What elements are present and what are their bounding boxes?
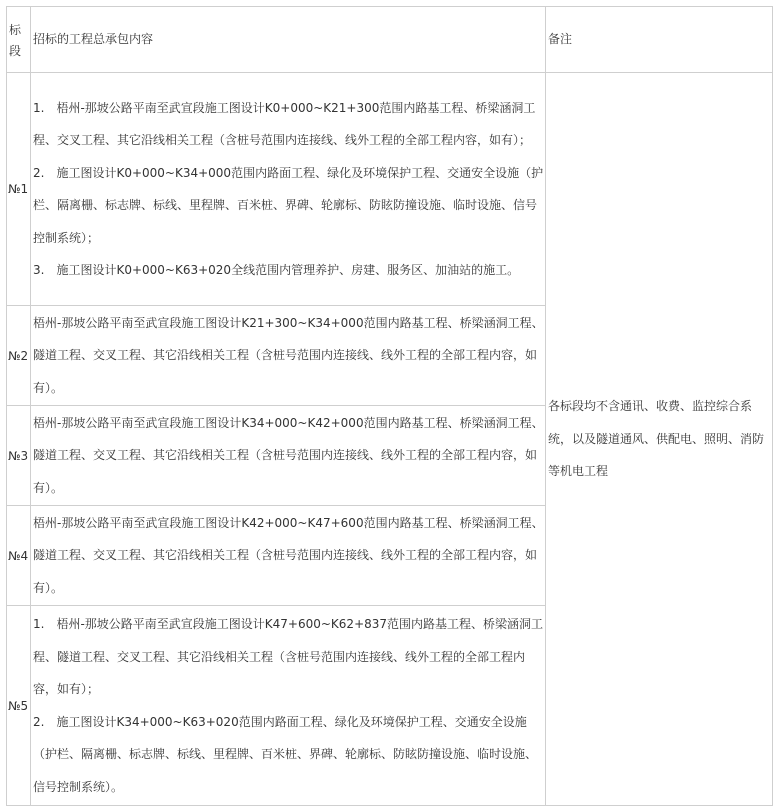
segment-label: №5 bbox=[8, 698, 29, 713]
content-cell bbox=[31, 406, 546, 506]
content-cell bbox=[31, 506, 546, 606]
content-item: 3. 施工图设计K0+000~K63+020全线范围内管理养护、房建、服务区、加油站的施工。 bbox=[33, 263, 520, 277]
content-cell bbox=[31, 606, 546, 806]
segment-cell bbox=[7, 73, 31, 306]
table-header-row bbox=[7, 7, 773, 73]
content-item: 1. 梧州-那坡公路平南至武宣段施工图设计K0+000~K21+300范围内路基工程、桥梁涵洞工程、交叉工程、其它沿线相关工程（含桩号范围内连接线、线外工程的全部工程内容，如有）； bbox=[33, 100, 536, 147]
content-item: 梧州-那坡公路平南至武宣段施工图设计K42+000~K47+600范围内路基工程、桥梁涵洞工程、隧道工程、交叉工程、其它沿线相关工程（含桩号范围内连接线、线外工程的全部工程内容，如有）。 bbox=[33, 515, 544, 595]
table-row bbox=[7, 73, 773, 306]
segment-cell bbox=[7, 606, 31, 806]
content-item: 梧州-那坡公路平南至武宣段施工图设计K34+000~K42+000范围内路基工程、桥梁涵洞工程、隧道工程、交叉工程、其它沿线相关工程（含桩号范围内连接线、线外工程的全部工程内容，如有）。 bbox=[33, 415, 544, 495]
content-item: 1. 梧州-那坡公路平南至武宣段施工图设计K47+600~K62+837范围内路基工程、桥梁涵洞工程、隧道工程、交叉工程、其它沿线相关工程（含桩号范围内连接线、线外工程的全部工程内容，如有）； bbox=[33, 617, 544, 696]
bid-section-table bbox=[6, 6, 773, 806]
segment-label: №4 bbox=[8, 548, 29, 563]
content-item: 梧州-那坡公路平南至武宣段施工图设计K21+300~K34+000范围内路基工程、桥梁涵洞工程、隧道工程、交叉工程、其它沿线相关工程（含桩号范围内连接线、线外工程的全部工程内容，如有）。 bbox=[33, 315, 544, 395]
segment-cell bbox=[7, 506, 31, 606]
remark-cell: 各标段均不含通讯、收费、监控综合系统，以及隧道通风、供配电、照明、消防等机电工程 bbox=[546, 73, 773, 806]
header-remark: 备注 bbox=[546, 7, 773, 73]
segment-cell bbox=[7, 406, 31, 506]
segment-label: №2 bbox=[8, 348, 29, 363]
header-content: 招标的工程总承包内容 bbox=[31, 7, 546, 73]
content-cell bbox=[31, 306, 546, 406]
content-item: 2. 施工图设计K34+000~K63+020范围内路面工程、绿化及环境保护工程、交通安全设施（护栏、隔离栅、标志牌、标线、里程牌、百米桩、界碑、轮廓标、防眩防撞设施、临时设施、信号控制系统）。 bbox=[33, 714, 538, 794]
segment-label: №1 bbox=[8, 182, 29, 196]
header-segment: 标段 bbox=[7, 7, 31, 73]
content-cell bbox=[31, 73, 546, 306]
content-item: 2. 施工图设计K0+000~K34+000范围内路面工程、绿化及环境保护工程、交通安全设施（护栏、隔离栅、标志牌、标线、里程牌、百米桩、界碑、轮廓标、防眩防撞设施、临时设施、信号控制系统）； bbox=[33, 165, 544, 245]
segment-cell bbox=[7, 306, 31, 406]
segment-label: №3 bbox=[8, 448, 29, 463]
